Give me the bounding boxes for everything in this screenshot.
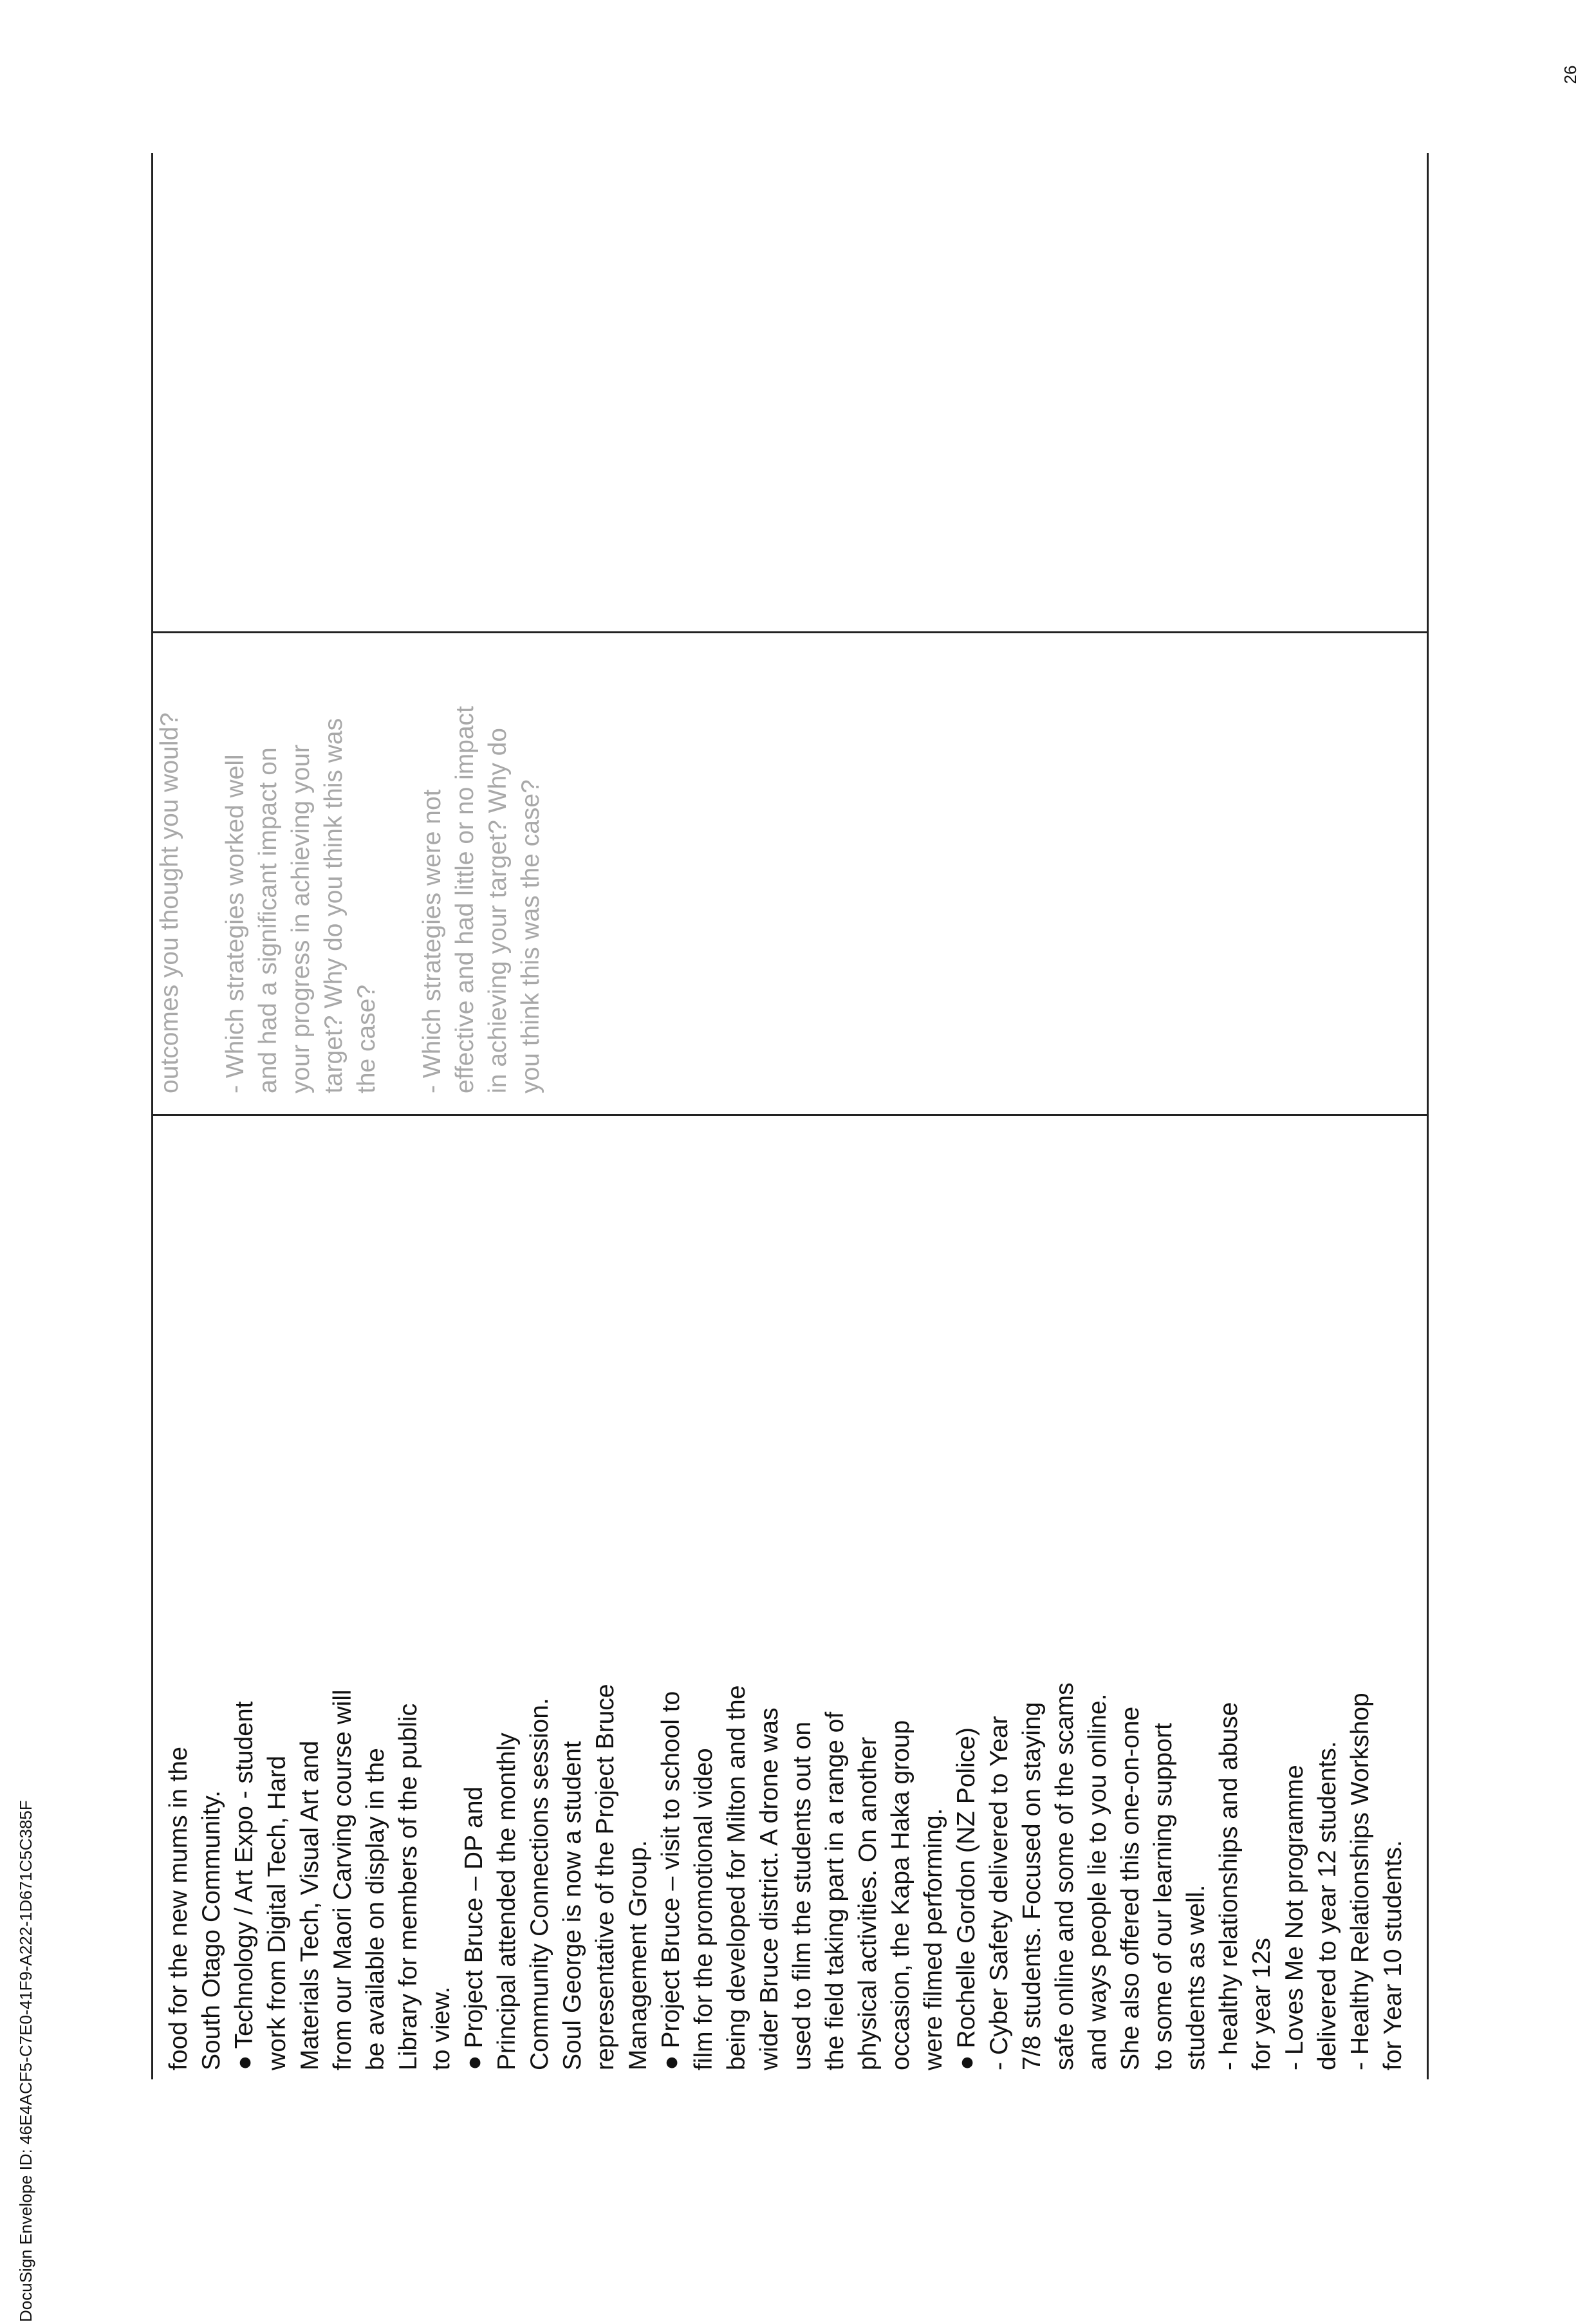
rotated-table-wrapper (151, 153, 1429, 2079)
text-line: - healthy relationships and abuse (1215, 1702, 1243, 2070)
text-line: from our Maori Carving course will (329, 1689, 357, 2070)
text-line: - Loves Me Not programme (1281, 1765, 1308, 2070)
text-line: South Otago Community. (198, 1790, 225, 2070)
text-line: representative of the Project Bruce (591, 1684, 619, 2070)
prompt-line-outcomes: outcomes you thought you would? (156, 712, 183, 1093)
text-line: Materials Tech, Visual Art and (296, 1740, 324, 2070)
text-line: physical activities. On another (854, 1736, 882, 2070)
text-line: be available on display in the (362, 1748, 389, 2070)
table-cell-prompts (153, 631, 1427, 1114)
text-line: - Cyber Safety delivered to Year (985, 1716, 1013, 2070)
text-line: Community Connections session. (526, 1698, 553, 2070)
docusign-envelope-id: DocuSign Envelope ID: 46E4ACF5-C7E0-41F9-A222-1D671C5C385F (16, 1800, 35, 2322)
text-line: ● Rochelle Gordon (NZ Police) (952, 1727, 980, 2070)
text-line: were filmed performing. (920, 1808, 947, 2070)
prompt-line: effective and had little or no impact (451, 706, 479, 1093)
prompt-line: the case? (353, 984, 380, 1093)
text-line: Soul George is now a student (559, 1741, 586, 2070)
text-line: students as well. (1182, 1884, 1210, 2070)
page-number: 26 (1561, 65, 1580, 84)
prompt-line: you think this was the case? (517, 779, 544, 1093)
text-line: food for the new mums in the (165, 1747, 192, 2070)
text-line: 7/8 students. Focused on staying (1018, 1702, 1046, 2070)
prompt-line: and had a significant impact on (254, 747, 282, 1093)
prompt-text (153, 640, 547, 1093)
text-line: wider Bruce district. A drone was (756, 1707, 783, 2070)
prompt-worked-well (219, 640, 383, 1093)
text-line: work from Digital Tech, Hard (263, 1755, 291, 2070)
review-table (151, 153, 1429, 2079)
text-line: ● Project Bruce – DP and (460, 1786, 488, 2070)
text-line: Management Group. (624, 1840, 652, 2070)
prompt-line: target? Why do you think this was (320, 718, 348, 1093)
table-cell-progress (153, 1114, 1427, 2079)
text-line: to view. (427, 1986, 455, 2070)
text-line: being developed for Milton and the (723, 1685, 750, 2070)
text-line: ● Technology / Art Expo - student (230, 1701, 258, 2070)
text-line: to some of our learning support (1149, 1723, 1177, 2070)
prompt-line: - Which strategies worked well (221, 754, 249, 1093)
text-line: occasion, the Kapa Haka group (887, 1720, 914, 2070)
prompt-line: in achieving your target? Why do (484, 728, 512, 1093)
text-line: used to film the students out on (788, 1721, 816, 2070)
text-line: ● Project Bruce – visit to school to (657, 1691, 685, 2070)
prompt-line: - Which strategies were not (418, 789, 446, 1093)
text-line: safe online and some of the scams (1051, 1682, 1079, 2070)
progress-text (162, 1121, 1409, 2070)
text-line: Library for members of the public (394, 1703, 422, 2070)
text-line: for Year 10 students. (1379, 1840, 1407, 2070)
table-cell-empty (153, 153, 1427, 631)
text-line: the field taking part in a range of (821, 1711, 849, 2070)
text-line: delivered to year 12 students. (1313, 1741, 1341, 2070)
prompt-line: your progress in achieving your (287, 745, 315, 1093)
text-line: film for the promotional video (690, 1748, 718, 2070)
text-line: She also offered this one-on-one (1117, 1706, 1144, 2070)
text-line: Principal attended the monthly (493, 1732, 521, 2070)
text-line: - Healthy Relationships Workshop (1346, 1693, 1374, 2070)
text-line: for year 12s (1248, 1938, 1276, 2070)
prompt-not-effective (416, 640, 547, 1093)
text-line: and ways people lie to you online. (1084, 1693, 1111, 2070)
